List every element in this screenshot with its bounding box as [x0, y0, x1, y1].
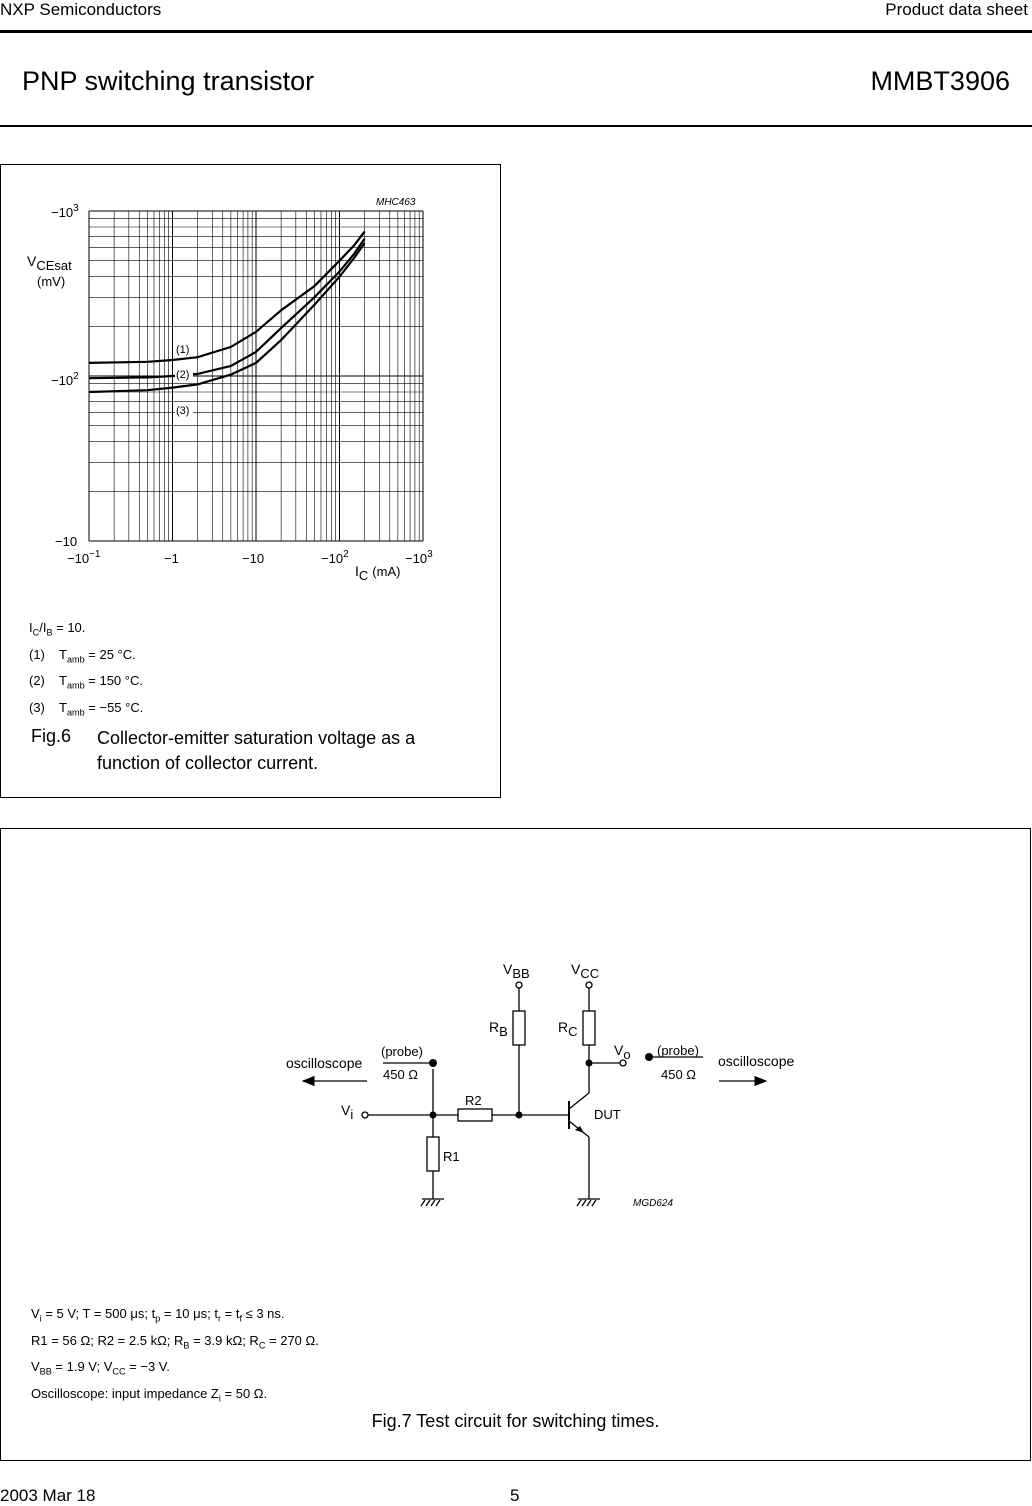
- note-3: (3) $T_{amb} = -55$ °C.: [29, 699, 144, 718]
- doc-type: Product data sheet: [885, 0, 1028, 19]
- header-rule: [0, 30, 1032, 33]
- series-line-2: [89, 239, 365, 379]
- note-ratio: $I_C/I_B = 10$.: [29, 620, 86, 638]
- page-number: 5: [510, 1486, 520, 1505]
- fig6-caption: Collector-emitter saturation voltage as a function of collector current.: [97, 728, 416, 773]
- fig7-code: MGD624: [633, 1198, 674, 1209]
- note-line-2: R1 = 56 Ω; R2 = 2.5 kΩ; $R_B = 3.9$ kΩ; $R_C = 270$ Ω.: [31, 1332, 319, 1351]
- chart-curves: [89, 232, 365, 392]
- fig7-notes: [31, 1303, 319, 1409]
- x-tick-label: −10: [242, 551, 265, 566]
- note-line-4: Oscilloscope: input impedance $Z_i = 50$ Ω.: [31, 1385, 268, 1404]
- rb-label: RB: [489, 1019, 508, 1039]
- junction-dot: [430, 1112, 437, 1119]
- fig7-box: [0, 828, 1031, 1461]
- fig6-box: [0, 164, 501, 798]
- rc-label: RC: [558, 1019, 578, 1039]
- curve-label-1: (1): [176, 344, 190, 356]
- company-name: NXP Semiconductors: [0, 0, 162, 19]
- chart-labels: [27, 197, 433, 583]
- circuit-wires: [303, 982, 766, 1206]
- probe-imp-right: 450 Ω: [661, 1067, 697, 1082]
- x-tick-label: −1: [164, 551, 179, 566]
- x-tick-label: $-10^{-1}$: [67, 549, 101, 566]
- x-tick-label: $-10^3$: [405, 549, 433, 566]
- y-tick-label: $-10^3$: [51, 203, 79, 220]
- note-line-3: $V_{BB} = 1.9$ V; $V_{CC} = -3$ V.: [31, 1359, 170, 1377]
- x-axis-label: IC (mA): [355, 563, 401, 583]
- x-tick-label: $-10^2$: [321, 549, 349, 566]
- note-line-1: $V_i = 5$ V; T = 500 μs; $t_p = 10$ μs; $t_r = t_f \le 3$ ns.: [31, 1306, 285, 1324]
- y-axis-unit: (mV): [37, 274, 66, 289]
- probe-label-right: (probe): [657, 1043, 699, 1058]
- y-tick-label: −10: [55, 534, 78, 549]
- probe-imp-left: 450 Ω: [383, 1067, 419, 1082]
- fig6-notes: [29, 617, 143, 723]
- vi-label: Vi: [341, 1102, 354, 1122]
- part-number: MMBT3906: [870, 66, 1010, 96]
- fig6-code: MHC463: [376, 197, 416, 208]
- curve-label-2: (2): [176, 369, 190, 381]
- vcc-label: VCC: [571, 961, 600, 981]
- oscilloscope-right: oscilloscope: [718, 1053, 795, 1069]
- chart-grid: [89, 211, 423, 541]
- oscilloscope-left: oscilloscope: [286, 1055, 363, 1071]
- probe-dot-right: [645, 1053, 653, 1061]
- y-axis-label: VCEsat: [27, 253, 72, 273]
- y-tick-label: $-10^2$: [51, 371, 79, 388]
- note-1: (1) $T_{amb} = 25$ °C.: [29, 646, 136, 665]
- vo-label: Vo: [614, 1042, 631, 1062]
- vbb-label: VBB: [503, 961, 530, 981]
- footer-date: 2003 Mar 18: [0, 1486, 96, 1505]
- product-type: PNP switching transistor: [22, 66, 315, 96]
- curve-label-3: (3): [176, 405, 190, 417]
- dut-label: DUT: [594, 1107, 621, 1122]
- r2-label: R2: [465, 1093, 482, 1108]
- junction-dot: [586, 1060, 593, 1067]
- probe-label-left: (probe): [381, 1044, 423, 1059]
- fig7-caption: Fig.7 Test circuit for switching times.: [371, 1411, 660, 1431]
- title-rule: [0, 125, 1032, 127]
- probe-dot-left: [429, 1059, 437, 1067]
- series-line-3: [89, 243, 365, 392]
- r1-label: R1: [443, 1149, 460, 1164]
- junction-dot: [516, 1112, 523, 1119]
- fig6-caption-number: Fig.6: [31, 726, 72, 746]
- note-2: (2) $T_{amb} = 150$ °C.: [29, 673, 143, 691]
